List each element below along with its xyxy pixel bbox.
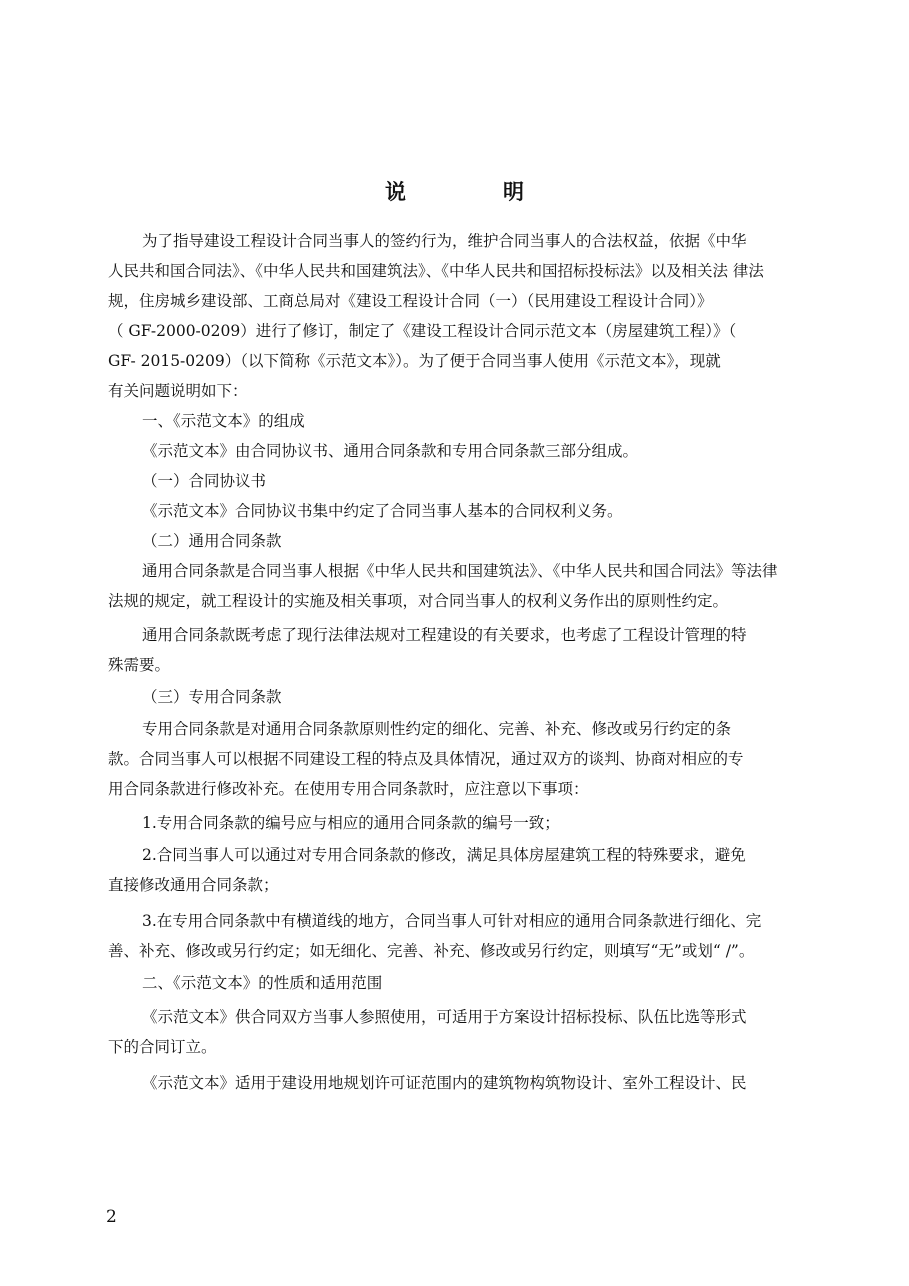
text-line: 为了指导建设工程设计合同当事人的签约行为，维护合同当事人的合法权益，依据《中华 (142, 232, 747, 250)
text-line: （一）合同协议书 (142, 472, 267, 490)
text-line: 3.在专用合同条款中有横道线的地方，合同当事人可针对相应的通用合同条款进行细化、完 (142, 912, 762, 930)
text-line: 一、《示范文本》的组成 (142, 412, 305, 430)
text-line: 二、《示范文本》的性质和适用范围 (142, 974, 383, 992)
text-line: 下的合同订立。 (108, 1038, 217, 1056)
text-line: 《示范文本》由合同协议书、通用合同条款和专用合同条款三部分组成。 (142, 442, 639, 460)
text-line: 专用合同条款是对通用合同条款原则性约定的细化、完善、补充、修改或另行约定的条 (142, 720, 732, 738)
document-body (108, 226, 808, 1098)
text-line: 款。合同当事人可以根据不同建设工程的特点及具体情况，通过双方的谈判、协商对相应的专 (108, 750, 744, 768)
text-line: 直接修改通用合同条款； (108, 876, 279, 894)
text-line: 《示范文本》供合同双方当事人参照使用，可适用于方案设计招标投标、队伍比选等形式 (142, 1008, 747, 1026)
text-line: GF- 2015-0209）（以下简称《示范文本》）。为了便于合同当事人使用《示范文本》，现就 (108, 352, 721, 370)
text-line: （二）通用合同条款 (142, 532, 282, 550)
text-line: 规，住房城乡建设部、工商总局对《建设工程设计合同（一）（民用建设工程设计合同）》 (108, 292, 713, 310)
text-line: 人民共和国合同法》、《中华人民共和国建筑法》、《中华人民共和国招标投标法》以及相关法 律法 (108, 262, 764, 280)
text-line: 通用合同条款是合同当事人根据《中华人民共和国建筑法》、《中华人民共和国合同法》等法律 (142, 562, 778, 580)
page-number: 2 (106, 1207, 117, 1227)
text-line: 殊需要。 (108, 656, 171, 674)
page-title: 说 明 (385, 179, 562, 204)
text-line: 1.专用合同条款的编号应与相应的通用合同条款的编号一致； (142, 814, 560, 832)
text-line: 通用合同条款既考虑了现行法律法规对工程建设的有关要求，也考虑了工程设计管理的特 (142, 626, 747, 644)
text-line: 善、补充、修改或另行约定；如无细化、完善、补充、修改或另行约定，则填写“无”或划“ /”。 (108, 942, 755, 960)
text-line: 有关问题说明如下： (108, 382, 248, 400)
text-line: 法规的规定，就工程设计的实施及相关事项，对合同当事人的权利义务作出的原则性约定。 (108, 592, 729, 610)
text-line: （三）专用合同条款 (142, 688, 282, 706)
text-line: （ GF-2000-0209）进行了修订，制定了《建设工程设计合同示范文本（房屋建筑工程）》（ (108, 322, 737, 340)
text-line: 《示范文本》合同协议书集中约定了合同当事人基本的合同权利义务。 (142, 502, 623, 520)
text-line: 2.合同当事人可以通过对专用合同条款的修改，满足具体房屋建筑工程的特殊要求，避免 (142, 846, 746, 864)
text-line: 用合同条款进行修改补充。在使用专用合同条款时，应注意以下事项： (108, 780, 589, 798)
text-line: 《示范文本》适用于建设用地规划许可证范围内的建筑物构筑物设计、室外工程设计、民 (142, 1074, 747, 1092)
